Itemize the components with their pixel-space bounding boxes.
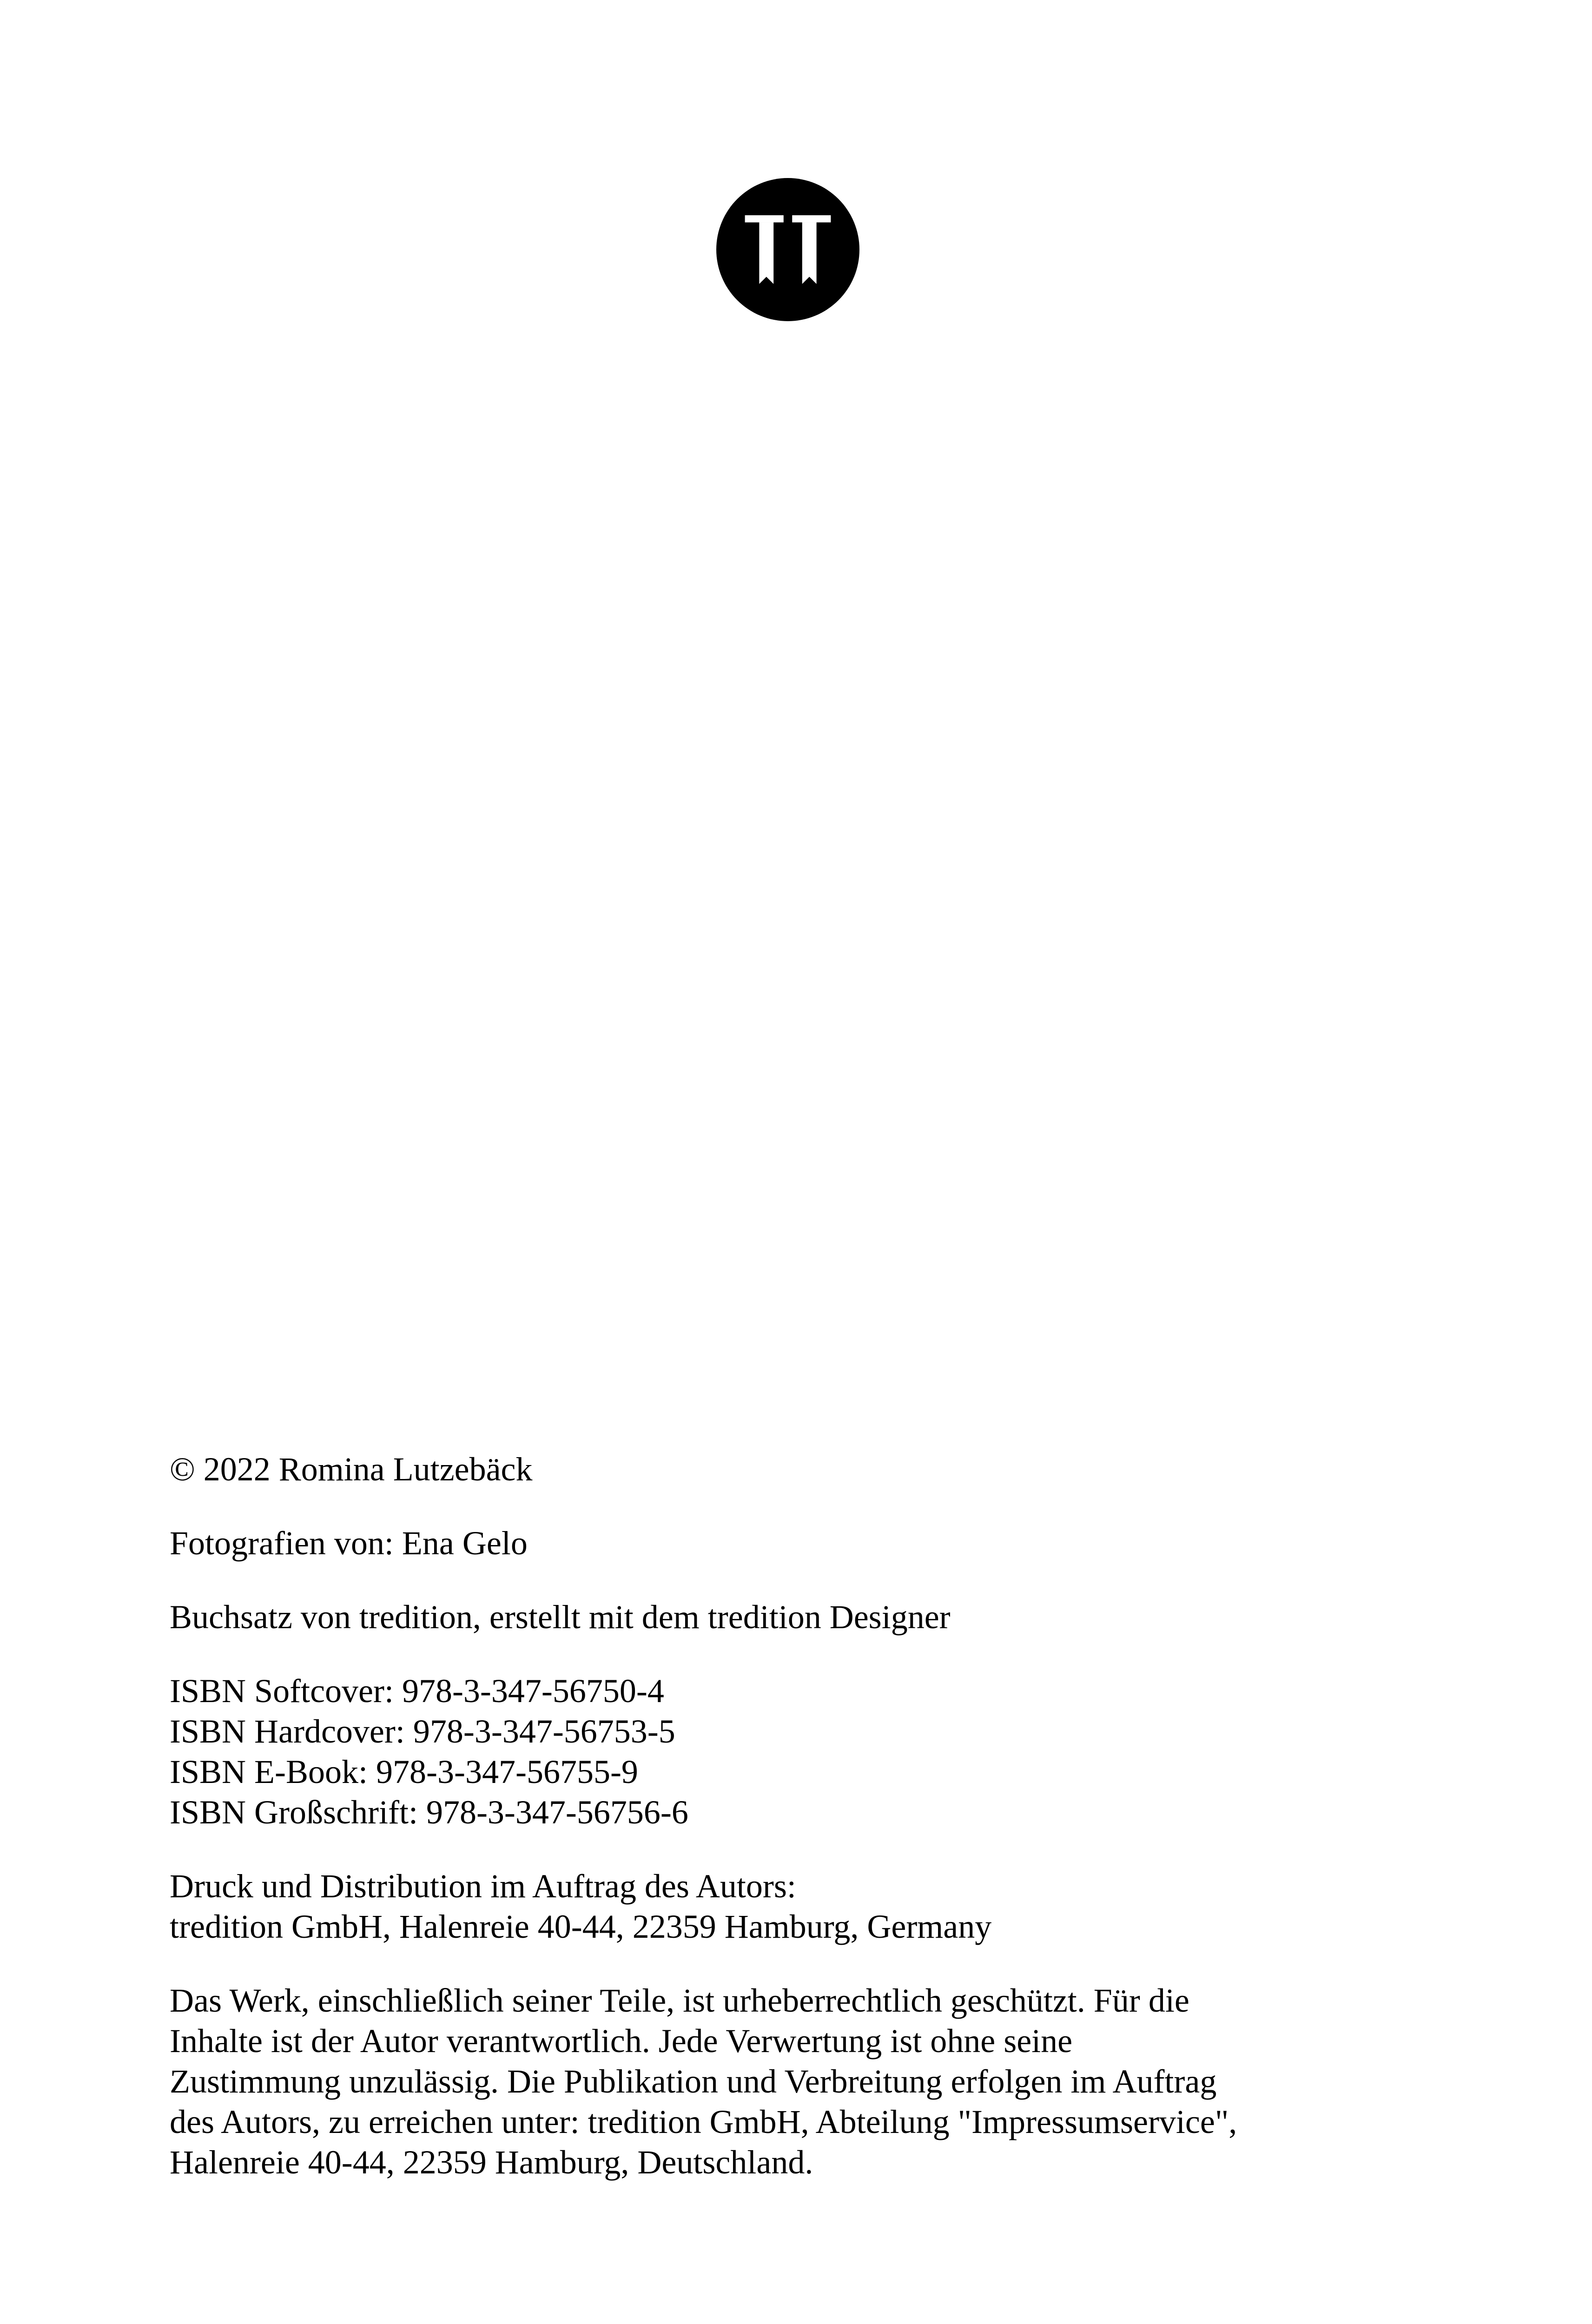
copyright-block bbox=[170, 1449, 1425, 1490]
distribution-line-1: Druck und Distribution im Auftrag des Autors: bbox=[170, 1868, 796, 1905]
imprint-text bbox=[170, 1449, 1425, 2216]
typesetting-line: Buchsatz von tredition, erstellt mit dem tredition Designer bbox=[170, 1598, 951, 1636]
typesetting-block bbox=[170, 1597, 1425, 1637]
legal-line-2: Inhalte ist der Autor verantwortlich. Jede Verwertung ist ohne seine bbox=[170, 2022, 1073, 2060]
isbn-ebook: ISBN E-Book: 978-3-347-56755-9 bbox=[170, 1753, 638, 1790]
legal-line-1: Das Werk, einschließlich seiner Teile, ist urheberrechtlich geschützt. Für die bbox=[170, 1982, 1189, 2019]
legal-line-3: Zustimmung unzulässig. Die Publikation und Verbreitung erfolgen im Auftrag bbox=[170, 2063, 1217, 2100]
isbn-softcover: ISBN Softcover: 978-3-347-56750-4 bbox=[170, 1672, 664, 1710]
legal-line-4: des Autors, zu erreichen unter: tredition GmbH, Abteilung "Impressumservice", bbox=[170, 2103, 1237, 2140]
photo-credit-block bbox=[170, 1523, 1425, 1564]
isbn-hardcover: ISBN Hardcover: 978-3-347-56753-5 bbox=[170, 1713, 675, 1750]
distribution-line-2: tredition GmbH, Halenreie 40-44, 22359 Hamburg, Germany bbox=[170, 1908, 992, 1945]
isbn-block bbox=[170, 1671, 1425, 1833]
distribution-block bbox=[170, 1866, 1425, 1947]
photo-credit-line: Fotografien von: Ena Gelo bbox=[170, 1525, 528, 1562]
copyright-line: © 2022 Romina Lutzebäck bbox=[170, 1451, 533, 1488]
legal-line-5: Halenreie 40-44, 22359 Hamburg, Deutschland. bbox=[170, 2144, 813, 2181]
tredition-logo-icon bbox=[716, 178, 859, 321]
isbn-large-print: ISBN Großschrift: 978-3-347-56756-6 bbox=[170, 1794, 688, 1831]
legal-block bbox=[170, 1981, 1425, 2183]
